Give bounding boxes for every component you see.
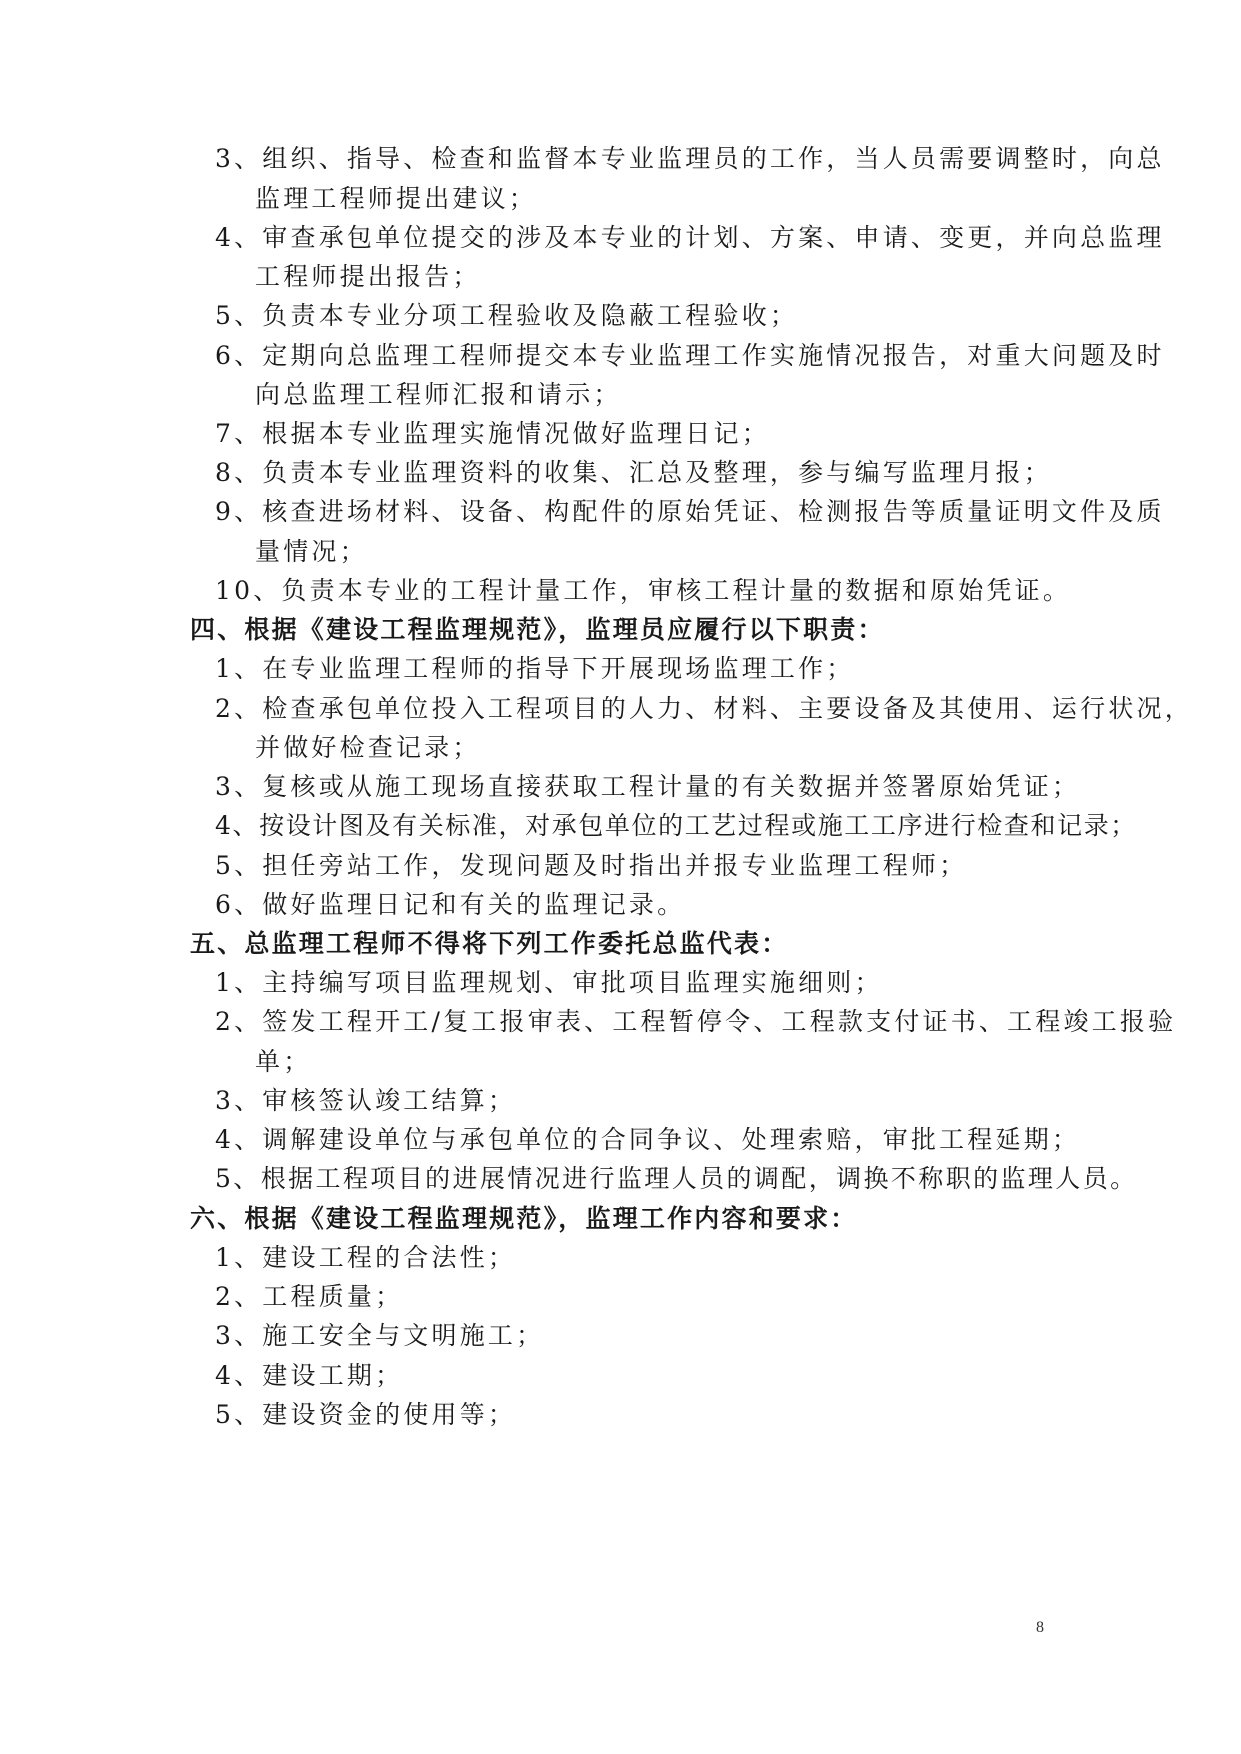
list-item-continuation: 监理工程师提出建议； [255,184,538,213]
page-number: 8 [1036,1619,1044,1636]
list-item: 5、根据工程项目的进展情况进行监理人员的调配，调换不称职的监理人员。 [215,1164,1138,1193]
list-item: 8、负责本专业监理资料的收集、汇总及整理，参与编写监理月报； [215,458,1052,487]
section-heading: 四、根据《建设工程监理规范》，监理员应履行以下职责： [190,615,885,644]
list-item: 3、复核或从施工现场直接获取工程计量的有关数据并签署原始凭证； [215,772,1081,801]
list-item: 6、做好监理日记和有关的监理记录。 [215,890,686,919]
list-item: 5、负责本专业分项工程验收及隐蔽工程验收； [215,301,799,330]
list-item: 3、组织、指导、检查和监督本专业监理员的工作，当人员需要调整时，向总 [215,144,1165,173]
list-item: 1、在专业监理工程师的指导下开展现场监理工作； [215,654,855,683]
list-item: 6、定期向总监理工程师提交本专业监理工作实施情况报告，对重大问题及时 [215,341,1165,370]
section-heading: 六、根据《建设工程监理规范》，监理工作内容和要求： [190,1204,858,1233]
list-item: 2、检查承包单位投入工程项目的人力、材料、主要设备及其使用、运行状况， [215,694,1193,723]
list-item-continuation: 并做好检查记录； [255,733,481,762]
list-item-continuation: 向总监理工程师汇报和请示； [255,380,622,409]
list-item: 5、担任旁站工作，发现问题及时指出并报专业监理工程师； [215,851,968,880]
list-item: 4、建设工期； [215,1361,404,1390]
list-item: 4、审查承包单位提交的涉及本专业的计划、方案、申请、变更，并向总监理 [215,223,1165,252]
list-item: 2、工程质量； [215,1282,404,1311]
list-item: 1、建设工程的合法性； [215,1243,517,1272]
list-item: 4、调解建设单位与承包单位的合同争议、处理索赔，审批工程延期； [215,1125,1081,1154]
list-item-continuation: 单； [255,1047,312,1076]
list-item: 1、主持编写项目监理规划、审批项目监理实施细则； [215,968,883,997]
list-item: 9、核查进场材料、设备、构配件的原始凭证、检测报告等质量证明文件及质 [215,497,1165,526]
section-heading: 五、总监理工程师不得将下列工作委托总监代表： [190,929,789,958]
list-item: 7、根据本专业监理实施情况做好监理日记； [215,419,770,448]
list-item: 3、审核签认竣工结算； [215,1086,517,1115]
list-item: 2、签发工程开工/复工报审表、工程暂停令、工程款支付证书、工程竣工报验 [215,1007,1177,1036]
list-item: 3、施工安全与文明施工； [215,1321,545,1350]
list-item-continuation: 工程师提出报告； [255,262,481,291]
list-item: 10、负责本专业的工程计量工作，审核工程计量的数据和原始凭证。 [215,576,1072,605]
list-item: 5、建设资金的使用等； [215,1400,517,1429]
list-item-continuation: 量情况； [255,537,368,566]
list-item: 4、按设计图及有关标准，对承包单位的工艺过程或施工工序进行检查和记录； [215,811,1137,840]
